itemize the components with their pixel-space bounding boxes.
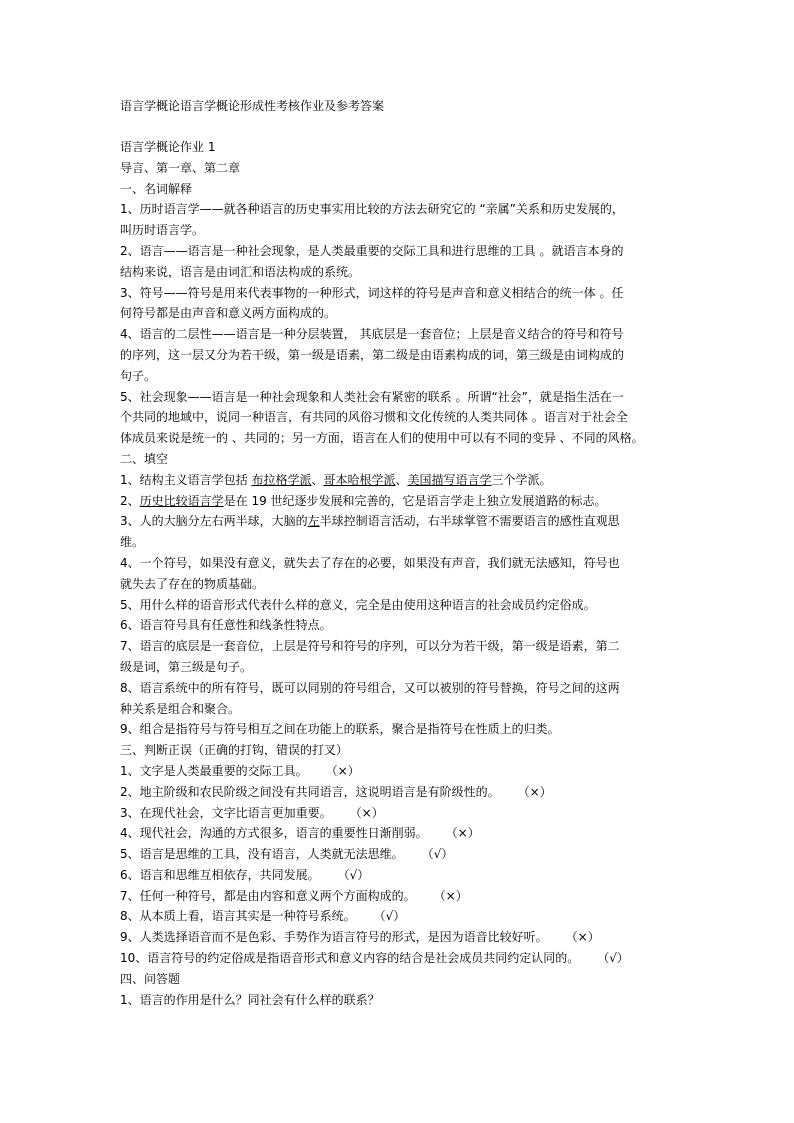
true-false-item: 8、从本质上看，语言其实是一种符号系统。 （√） xyxy=(120,906,680,927)
true-false-item: 7、任何一种符号，都是由内容和意义两个方面构成的。 （×） xyxy=(120,886,680,907)
answer-blank: 历史比较语言学 xyxy=(139,493,224,508)
answer-mark: （×） xyxy=(517,784,552,799)
section-heading-qa: 四、问答题 xyxy=(120,971,181,986)
fill-blank-item: 9、组合是指符号与符号相互之间在功能上的联系，聚合是指符号在性质上的归类。 xyxy=(120,722,560,737)
true-false-item: 6、语言和思维互相依存，共同发展。 （√） xyxy=(120,865,680,886)
fill-blank-item: 2、历史比较语言学是在 19 世纪逐步发展和完善的，它是语言学走上独立发展道路的标志。 xyxy=(120,493,607,508)
true-false-item: 5、语言是思维的工具，没有语言，人类就无法思维。 （√） xyxy=(120,844,680,865)
fill-blank-item: 3、人的大脑分左右两半球，大脑的左半球控制语言活动，右半球掌管不需要语言的感性直观思 xyxy=(120,514,620,529)
definition-line: 句子。 xyxy=(120,368,157,383)
fill-blank-list xyxy=(120,470,680,740)
true-false-item: 1、文字是人类最重要的交际工具。 （×） xyxy=(120,761,680,782)
answer-blank: 哥本哈根学派 xyxy=(323,472,396,487)
fill-blank-item-continued: 级是词，第三级是句子。 xyxy=(120,659,253,674)
answer-mark: （√） xyxy=(421,847,454,862)
section-heading-fill-blank: 二、填空 xyxy=(120,451,169,466)
true-false-item: 2、地主阶级和农民阶级之间没有共同语言，这说明语言是有阶级性的。 （×） xyxy=(120,782,680,803)
fill-blank-item-continued: 就失去了存在的物质基础。 xyxy=(120,576,265,591)
answer-mark: （×） xyxy=(325,763,360,778)
definition-line: 1、历时语言学——就各种语言的历史事实用比较的方法去研究它的 “亲属”关系和历史发展的， xyxy=(120,202,624,217)
true-false-item: 10、语言符号的约定俗成是指语音形式和意义内容的结合是社会成员共同约定认同的。 （√） xyxy=(120,948,680,969)
answer-blank: 美国描写语言学 xyxy=(407,472,492,487)
assignment-title: 语言学概论作业 1 xyxy=(120,140,216,154)
definition-line: 2、语言——语言是一种社会现象，是人类最重要的交际工具和进行思维的工具 。就语言本身的 xyxy=(120,243,624,258)
chapter-range: 导言、第一章、第二章 xyxy=(120,160,241,175)
definition-line: 何符号都是由声音和意义两方面构成的。 xyxy=(120,306,337,321)
answer-mark: （×） xyxy=(349,805,384,820)
definition-line: 个共同的地域中，说同一种语言，有共同的风俗习惯和文化传统的人类共同体 。语言对于社会全 xyxy=(120,410,628,425)
document-title: 语言学概论语言学概论形成性考核作业及参考答案 xyxy=(120,99,385,113)
definition-line: 3、符号——符号是用来代表事物的一种形式，词这样的符号是声音和意义相结合的统一体 。任 xyxy=(120,285,624,300)
true-false-item: 9、人类选择语音而不是色彩、手势作为语言符号的形式，是因为语音比较好听。 （×） xyxy=(120,927,680,948)
answer-mark: （×） xyxy=(445,826,480,841)
section-heading-definitions: 一、名词解释 xyxy=(120,181,193,196)
true-false-item: 4、现代社会，沟通的方式很多，语言的重要性日渐削弱。 （×） xyxy=(120,823,680,844)
true-false-list xyxy=(120,761,680,969)
definitions-list xyxy=(120,199,680,449)
fill-blank-item: 5、用什么样的语音形式代表什么样的意义，完全是由使用这种语言的社会成员约定俗成。 xyxy=(120,597,596,612)
fill-blank-item: 1、结构主义语言学包括 布拉格学派、哥本哈根学派、美国描写语言学三个学派。 xyxy=(120,472,552,487)
answer-mark: （√） xyxy=(373,909,406,924)
definition-line: 5、社会现象——语言是一种社会现象和人类社会有紧密的联系 。所谓“社会”，就是指生活在一 xyxy=(120,389,624,404)
document-body xyxy=(120,137,680,1010)
answer-blank: 左 xyxy=(307,514,320,529)
answer-blank: 布拉格学派 xyxy=(251,472,312,487)
definition-line: 的序列，这一层又分为若干级，第一级是语素，第二级是由语素构成的词，第三级是由词构成的 xyxy=(120,347,625,362)
answer-mark: （×） xyxy=(565,930,600,945)
answer-mark: （×） xyxy=(433,888,468,903)
fill-blank-item: 7、语言的底层是一套音位，上层是符号和符号的序列，可以分为若干级，第一级是语素，第二 xyxy=(120,639,620,654)
fill-blank-item-continued: 种关系是组合和聚合。 xyxy=(120,701,241,716)
fill-blank-item: 8、语言系统中的所有符号，既可以同别的符号组合，又可以被别的符号替换，符号之间的这两 xyxy=(120,680,620,695)
fill-blank-item: 6、语言符号具有任意性和线条性特点。 xyxy=(120,618,332,633)
qa-question: 1、语言的作用是什么？同社会有什么样的联系？ xyxy=(120,992,380,1007)
definition-line: 结构来说，语言是由词汇和语法构成的系统。 xyxy=(120,264,361,279)
definition-line: 体成员来说是统一的 、共同的；另一方面，语言在人们的使用中可以有不同的变异 、不同的风格。 xyxy=(120,431,644,446)
fill-blank-item-continued: 维。 xyxy=(120,535,145,550)
true-false-item: 3、在现代社会，文字比语言更加重要。 （×） xyxy=(120,803,680,824)
definition-line: 叫历时语言学。 xyxy=(120,223,205,238)
answer-mark: （√） xyxy=(337,867,370,882)
section-heading-true-false: 三、判断正误（正确的打钩，错误的打叉） xyxy=(120,743,349,758)
answer-mark: （√） xyxy=(597,951,629,966)
definition-line: 4、语言的二层性——语言是一种分层装置， 其底层是一套音位；上层是音义结合的符号和符号 xyxy=(120,327,624,342)
fill-blank-item: 4、一个符号，如果没有意义，就失去了存在的必要，如果没有声音，我们就无法感知，符号也 xyxy=(120,555,620,570)
